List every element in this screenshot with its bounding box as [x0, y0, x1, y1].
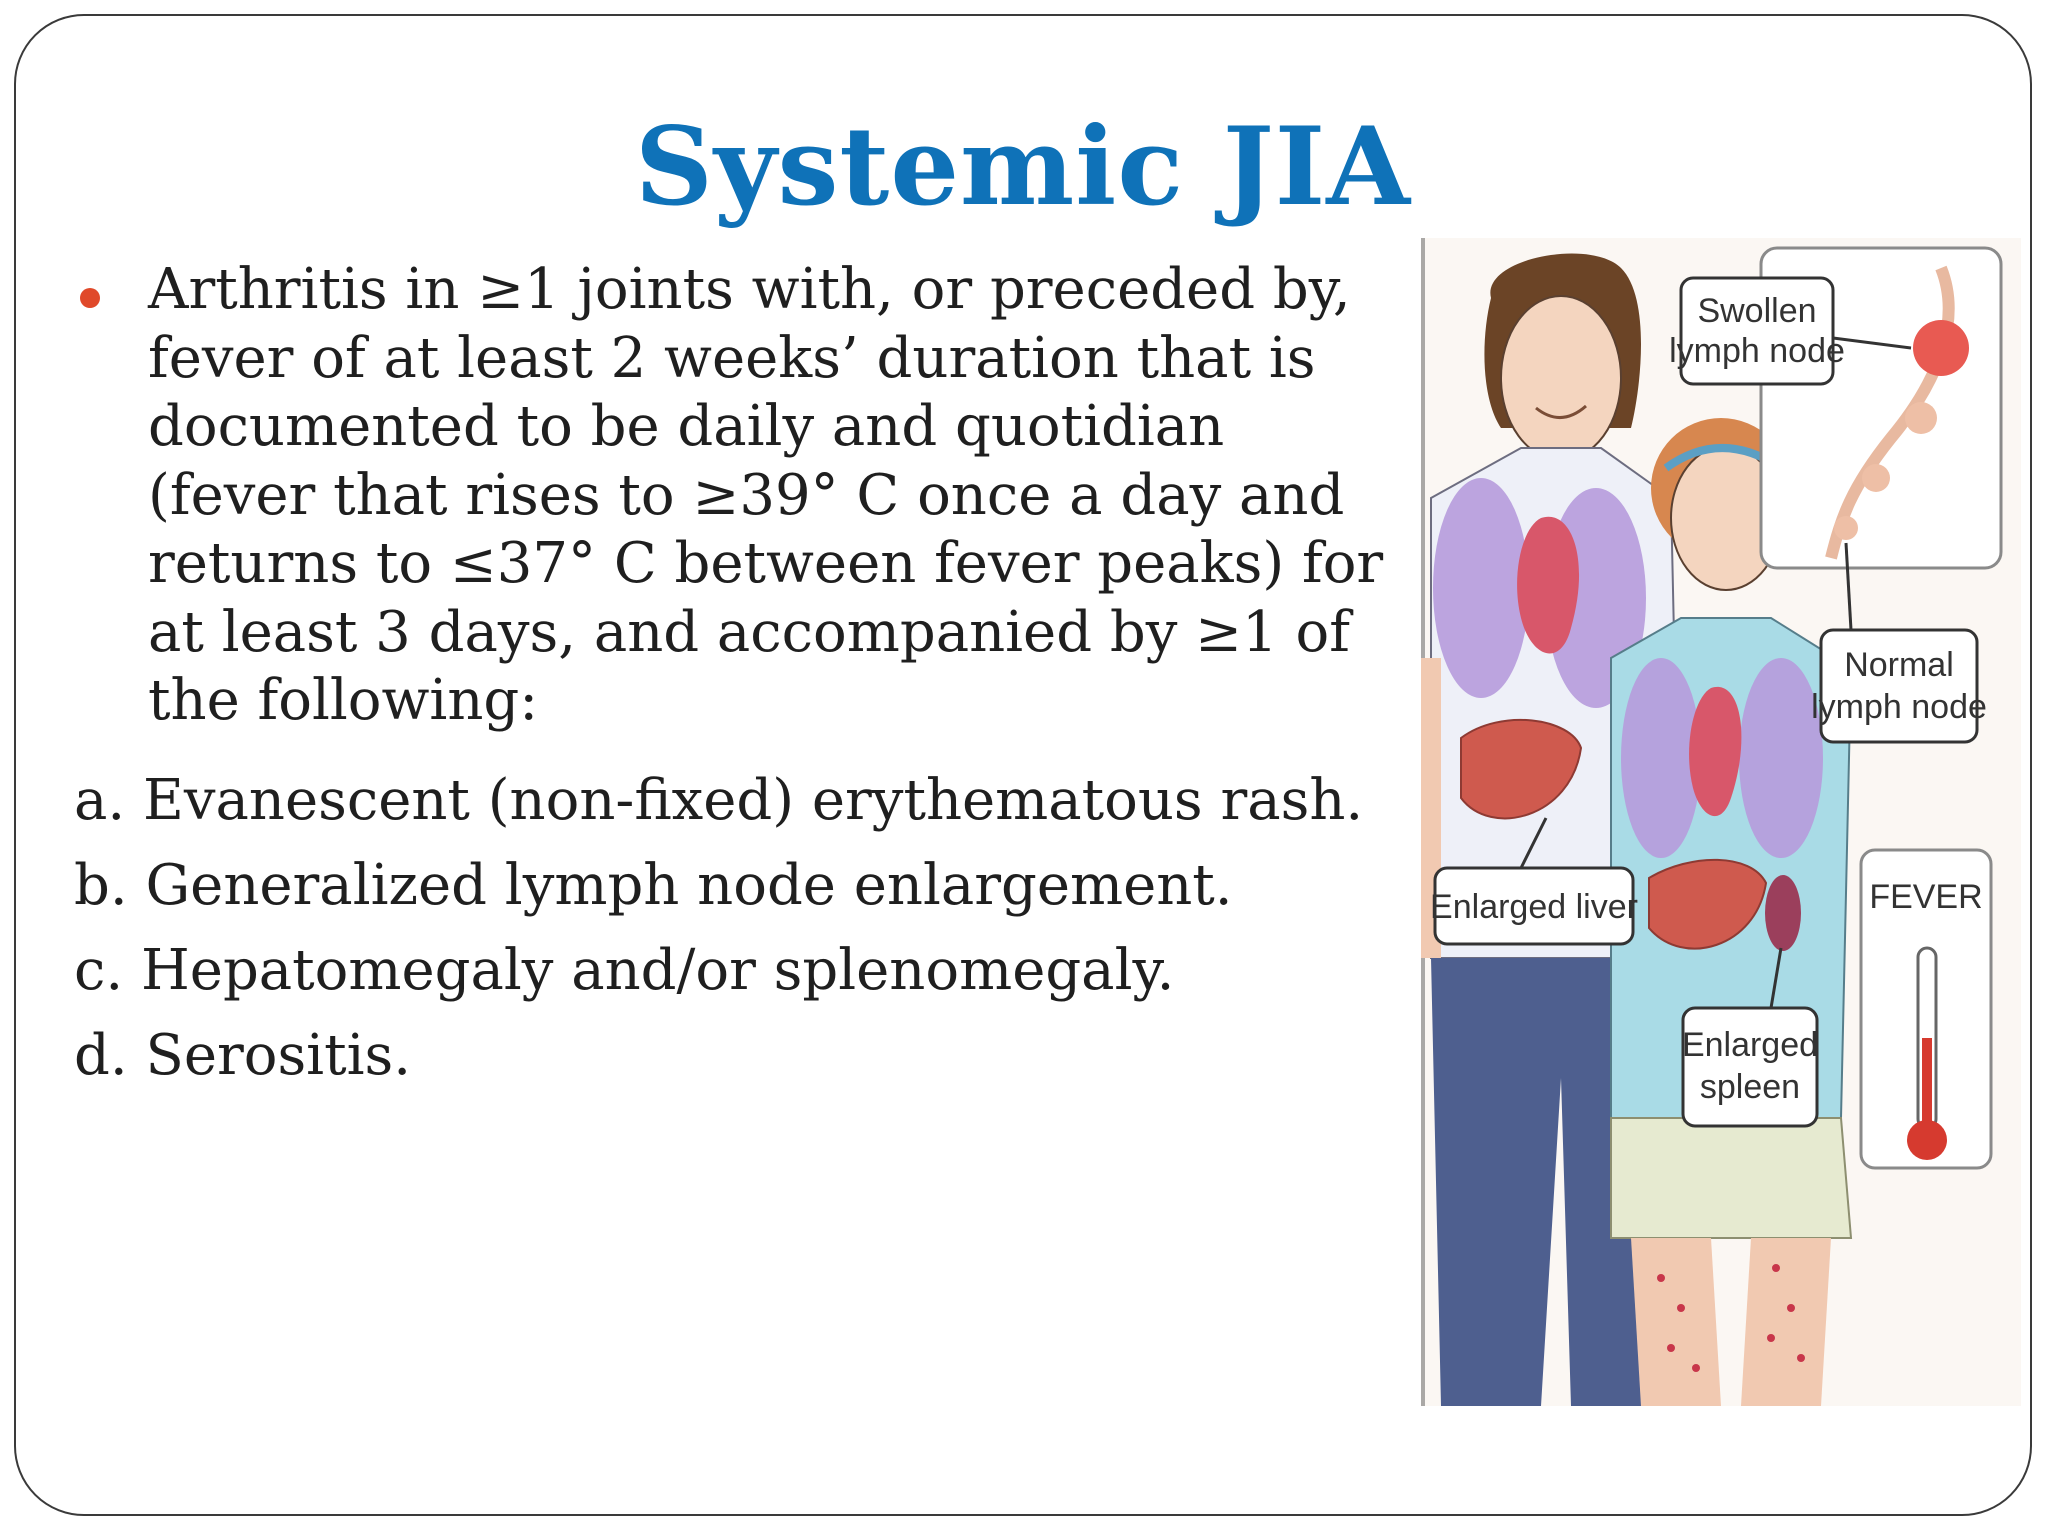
bullet-point	[80, 256, 1384, 736]
slide-title: Systemic JIA	[634, 104, 1412, 230]
bullet-dot-icon	[80, 288, 100, 308]
label-lymph-node: lymph node	[1669, 332, 1845, 370]
list-item: b. Generalized lymph node enlargement.	[74, 853, 1233, 918]
list-item: d. Serositis.	[74, 1023, 412, 1088]
label-normal: Normal	[1844, 646, 1954, 684]
label-enlarged-liver: Enlarged liver	[1430, 888, 1638, 926]
criteria-list	[74, 766, 1363, 1106]
list-item: a. Evanescent (non-fixed) erythematous rash.	[74, 768, 1364, 833]
label-swollen: Swollen	[1697, 292, 1817, 330]
label-normal-lymph-node: lymph node	[1811, 688, 1987, 726]
label-fever: FEVER	[1869, 878, 1983, 916]
list-item: c. Hepatomegaly and/or splenomegaly.	[74, 938, 1175, 1003]
bullet-text: Arthritis in ≥1 joints with, or preceded by, fever of at least 2 weeks’ duration that is documented to be daily and quotidian (fever that rises to ≥39° C once a day and returns to ≤37° C between fever peaks) for at least 3 days, and accompanied by ≥1 of the following:	[148, 257, 1384, 733]
systemic-jia-illustration	[1421, 238, 2021, 1406]
label-spleen: spleen	[1699, 1068, 1801, 1106]
slide	[14, 14, 2032, 1516]
label-enlarged: Enlarged	[1681, 1026, 1819, 1064]
